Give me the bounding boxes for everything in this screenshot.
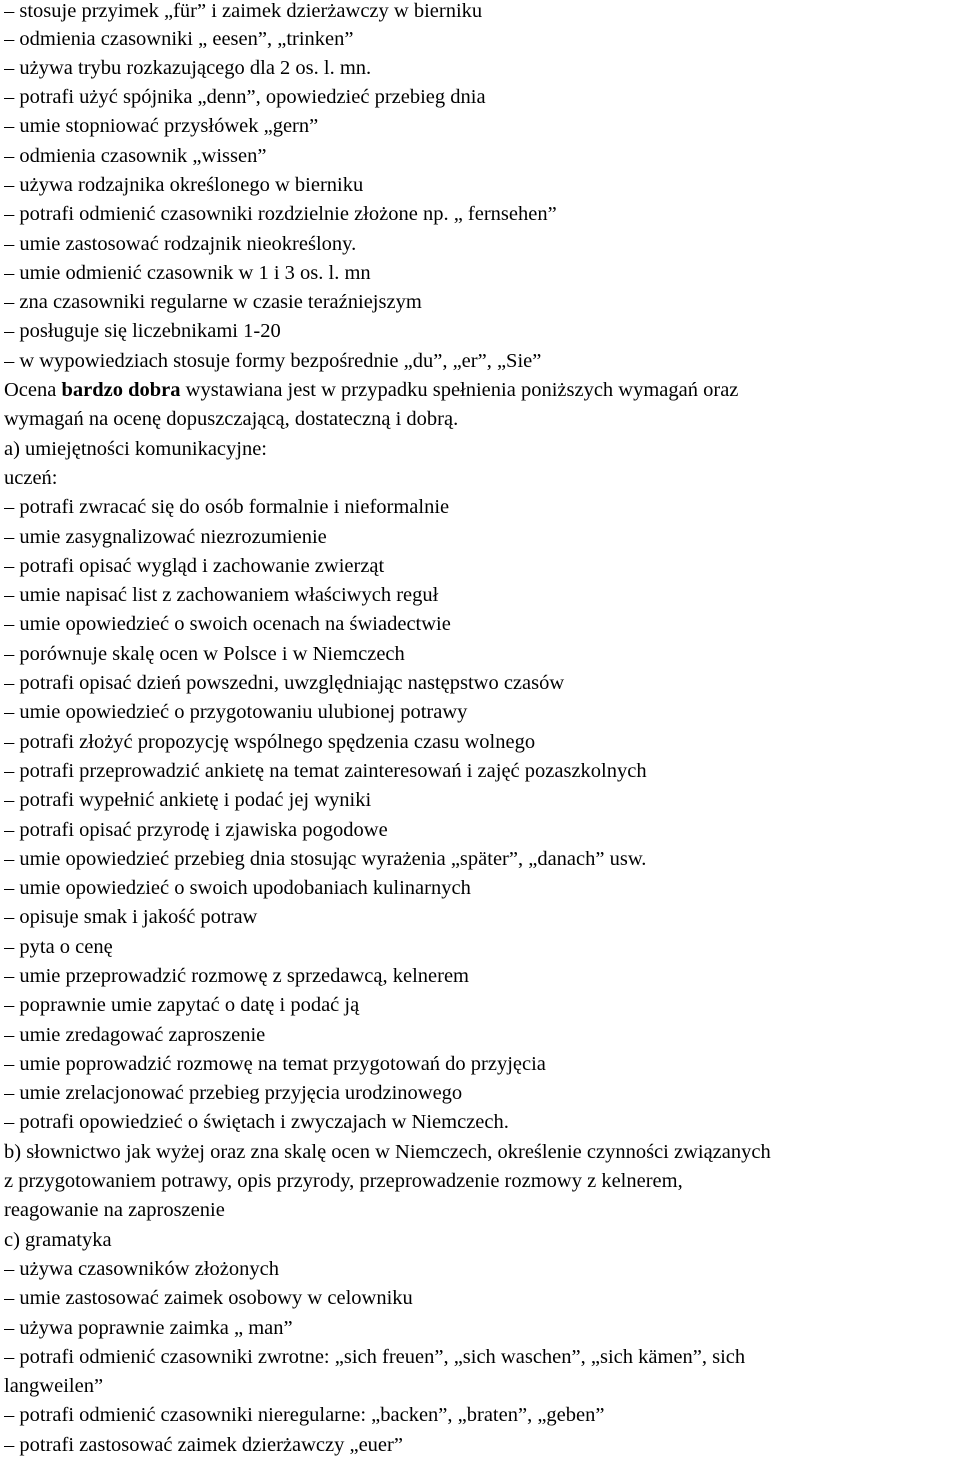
text-line: – potrafi odmienić czasowniki zwrotne: „sich freuen”, „sich waschen”, „sich kämen”, sich bbox=[4, 1345, 746, 1368]
text-line: z przygotowaniem potrawy, opis przyrody, przeprowadzenie rozmowy z kelnerem, bbox=[4, 1170, 683, 1193]
text-line: – używa trybu rozkazującego dla 2 os. l. mn. bbox=[4, 56, 372, 79]
text-line: wymagań na ocenę dopuszczającą, dostateczną i dobrą. bbox=[4, 408, 459, 431]
text-line bbox=[4, 376, 956, 405]
text-line: – odmienia czasownik „wissen” bbox=[4, 144, 267, 167]
text-line: reagowanie na zaproszenie bbox=[4, 1199, 225, 1222]
text-line: – potrafi opisać przyrodę i zjawiska pogodowe bbox=[4, 818, 388, 841]
text-line: – używa czasowników złożonych bbox=[4, 1257, 279, 1280]
text-line: – umie stopniować przysłówek „gern” bbox=[4, 115, 319, 138]
text-line: – używa rodzajnika określonego w bierniku bbox=[4, 173, 364, 196]
text-line: – potrafi zastosować zaimek dzierżawczy „euer” bbox=[4, 1433, 403, 1456]
text-line: langweilen” bbox=[4, 1375, 104, 1398]
text-segment: Ocena bbox=[4, 379, 62, 402]
text-line: – potrafi opisać wygląd i zachowanie zwierząt bbox=[4, 554, 385, 577]
text-segment: wystawiana jest w przypadku spełnienia poniższych wymagań oraz bbox=[180, 379, 739, 402]
text-line: – w wypowiedziach stosuje formy bezpośrednie „du”, „er”, „Sie” bbox=[4, 349, 542, 372]
text-line: – potrafi przeprowadzić ankietę na temat zainteresowań i zajęć pozaszkolnych bbox=[4, 759, 647, 782]
text-line: – umie odmienić czasownik w 1 i 3 os. l. mn bbox=[4, 261, 371, 284]
text-line: – poprawnie umie zapytać o datę i podać ją bbox=[4, 994, 360, 1017]
text-line: – pyta o cenę bbox=[4, 935, 113, 958]
text-line: – potrafi użyć spójnika „denn”, opowiedzieć przebieg dnia bbox=[4, 86, 486, 109]
text-line: – umie napisać list z zachowaniem właściwych reguł bbox=[4, 584, 439, 607]
text-line: – odmienia czasowniki „ eesen”, „trinken” bbox=[4, 27, 354, 50]
text-line: – potrafi opowiedzieć o świętach i zwyczajach w Niemczech. bbox=[4, 1111, 509, 1134]
text-line: – posługuje się liczebnikami 1-20 bbox=[4, 320, 281, 343]
text-line: – umie zastosować rodzajnik nieokreślony. bbox=[4, 232, 357, 255]
text-line: – opisuje smak i jakość potraw bbox=[4, 906, 258, 929]
text-line: c) gramatyka bbox=[4, 1228, 112, 1251]
text-line: – umie poprowadzić rozmowę na temat przygotowań do przyjęcia bbox=[4, 1052, 546, 1075]
text-line: – porównuje skalę ocen w Polsce i w Niemczech bbox=[4, 642, 405, 665]
text-line: – umie zasygnalizować niezrozumienie bbox=[4, 525, 327, 548]
text-line: – umie opowiedzieć o swoich upodobaniach kulinarnych bbox=[4, 877, 471, 900]
text-line: – umie opowiedzieć o przygotowaniu ulubionej potrawy bbox=[4, 701, 468, 724]
text-line: uczeń: bbox=[4, 466, 58, 489]
text-line: – potrafi zwracać się do osób formalnie i nieformalnie bbox=[4, 496, 450, 519]
text-line: – używa poprawnie zaimka „ man” bbox=[4, 1316, 293, 1339]
text-line: – potrafi odmienić czasowniki rozdzielnie złożone np. „ fernsehen” bbox=[4, 203, 557, 226]
text-line: – potrafi opisać dzień powszedni, uwzględniając następstwo czasów bbox=[4, 672, 565, 695]
text-line: – umie przeprowadzić rozmowę z sprzedawcą, kelnerem bbox=[4, 965, 470, 987]
text-line: – umie zredagować zaproszenie bbox=[4, 1023, 266, 1046]
text-line: – umie zrelacjonować przebieg przyjęcia urodzinowego bbox=[4, 1082, 463, 1105]
text-line: b) słownictwo jak wyżej oraz zna skalę ocen w Niemczech, określenie czynności związanych bbox=[4, 1140, 771, 1163]
text-line: – umie opowiedzieć o swoich ocenach na świadectwie bbox=[4, 613, 451, 636]
text-line: – potrafi złożyć propozycję wspólnego spędzenia czasu wolnego bbox=[4, 730, 536, 753]
text-line: – stosuje przyimek „für” i zaimek dzierżawczy w bierniku bbox=[4, 0, 483, 22]
text-line: – umie opowiedzieć przebieg dnia stosując wyrażenia „später”, „danach” usw. bbox=[4, 847, 647, 870]
text-line: a) umiejętności komunikacyjne: bbox=[4, 437, 268, 460]
text-line: – potrafi wypełnić ankietę i podać jej wyniki bbox=[4, 789, 372, 812]
bold-grade-label: bardzo dobra bbox=[61, 379, 181, 402]
text-line: – zna czasowniki regularne w czasie teraźniejszym bbox=[4, 291, 422, 314]
text-line: – umie zastosować zaimek osobowy w celowniku bbox=[4, 1287, 413, 1310]
text-line: – potrafi odmienić czasowniki nieregularne: „backen”, „braten”, „geben” bbox=[4, 1404, 605, 1427]
